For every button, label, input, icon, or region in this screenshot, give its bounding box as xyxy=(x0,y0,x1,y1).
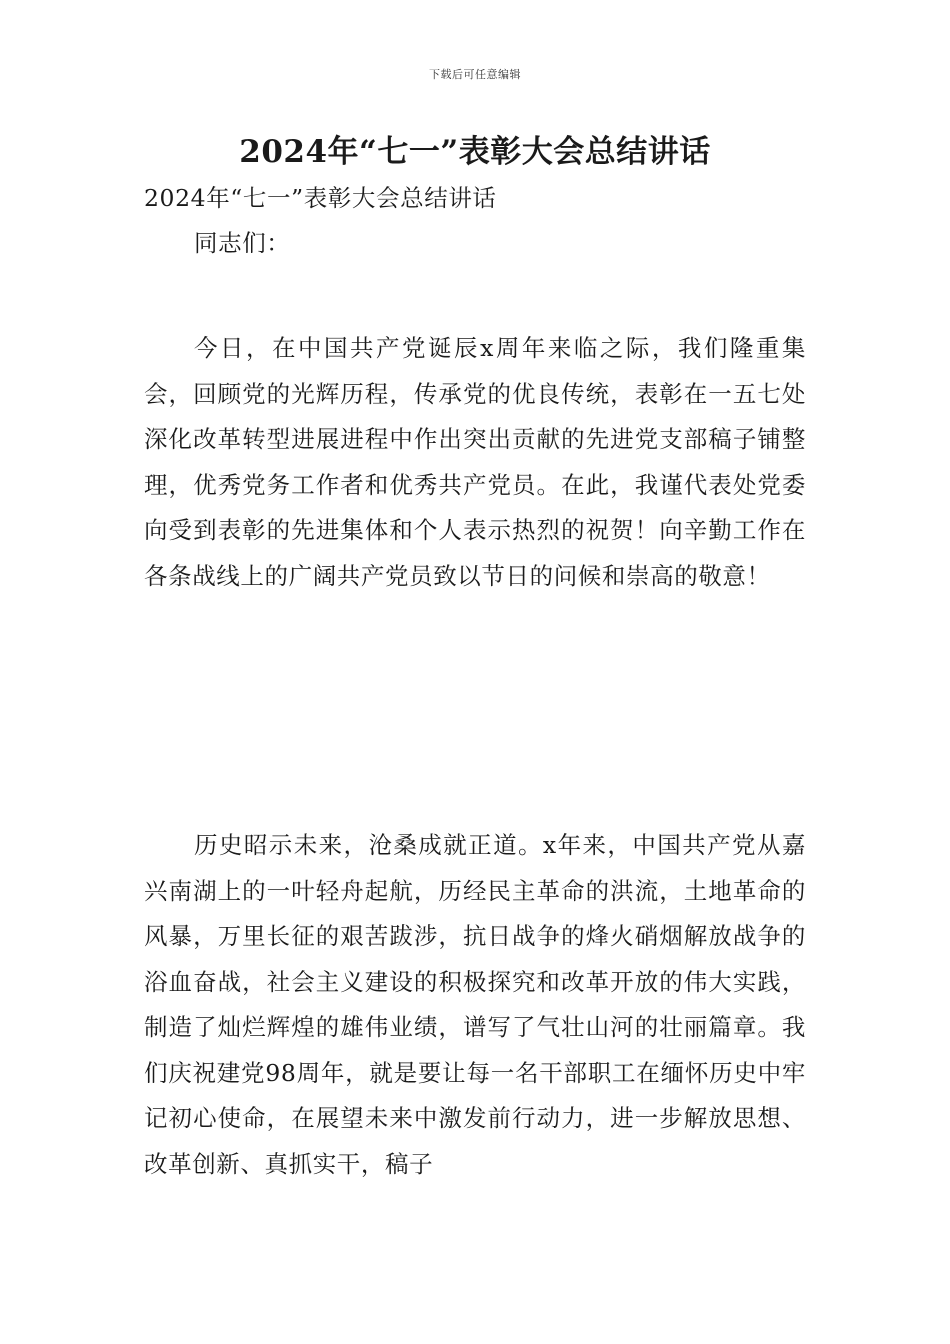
salutation: 同志们： xyxy=(194,229,291,257)
paragraph-2: 历史昭示未来，沧桑成就正道。x年来，中国共产党从嘉兴南湖上的一叶轻舟起航，历经民主革命的洪流，土地革命的风暴，万里长征的艰苦跋涉，抗日战争的烽火硝烟解放战争的浴血奋战，社会主义建设的积极探究和改革开放的伟大实践，制造了灿烂辉煌的雄伟业绩，谱写了气壮山河的壮丽篇章。我们庆祝建党98周年，就是要让每一名干部职工在缅怀历史中牢记初心使命，在展望未来中激发前行动力，进一步解放思想、改革创新、真抓实干，稿子 xyxy=(144,831,806,1178)
document-subtitle: 2024年“七一”表彰大会总结讲话 xyxy=(144,184,497,212)
document-title: 2024年“七一”表彰大会总结讲话 xyxy=(239,134,711,170)
paragraph-1: 今日，在中国共产党诞辰x周年来临之际，我们隆重集会，回顾党的光辉历程，传承党的优良传统，表彰在一五七处深化改革转型进展进程中作出突出贡献的先进党支部稿子铺整理，优秀党务工作者和优秀共产党员。在此，我谨代表处党委向受到表彰的先进集体和个人表示热烈的祝贺！向辛勤工作在各条战线上的广阔共产党员致以节日的问候和崇高的敬意！ xyxy=(144,334,806,590)
header-note: 下载后可任意编辑 xyxy=(429,68,521,81)
